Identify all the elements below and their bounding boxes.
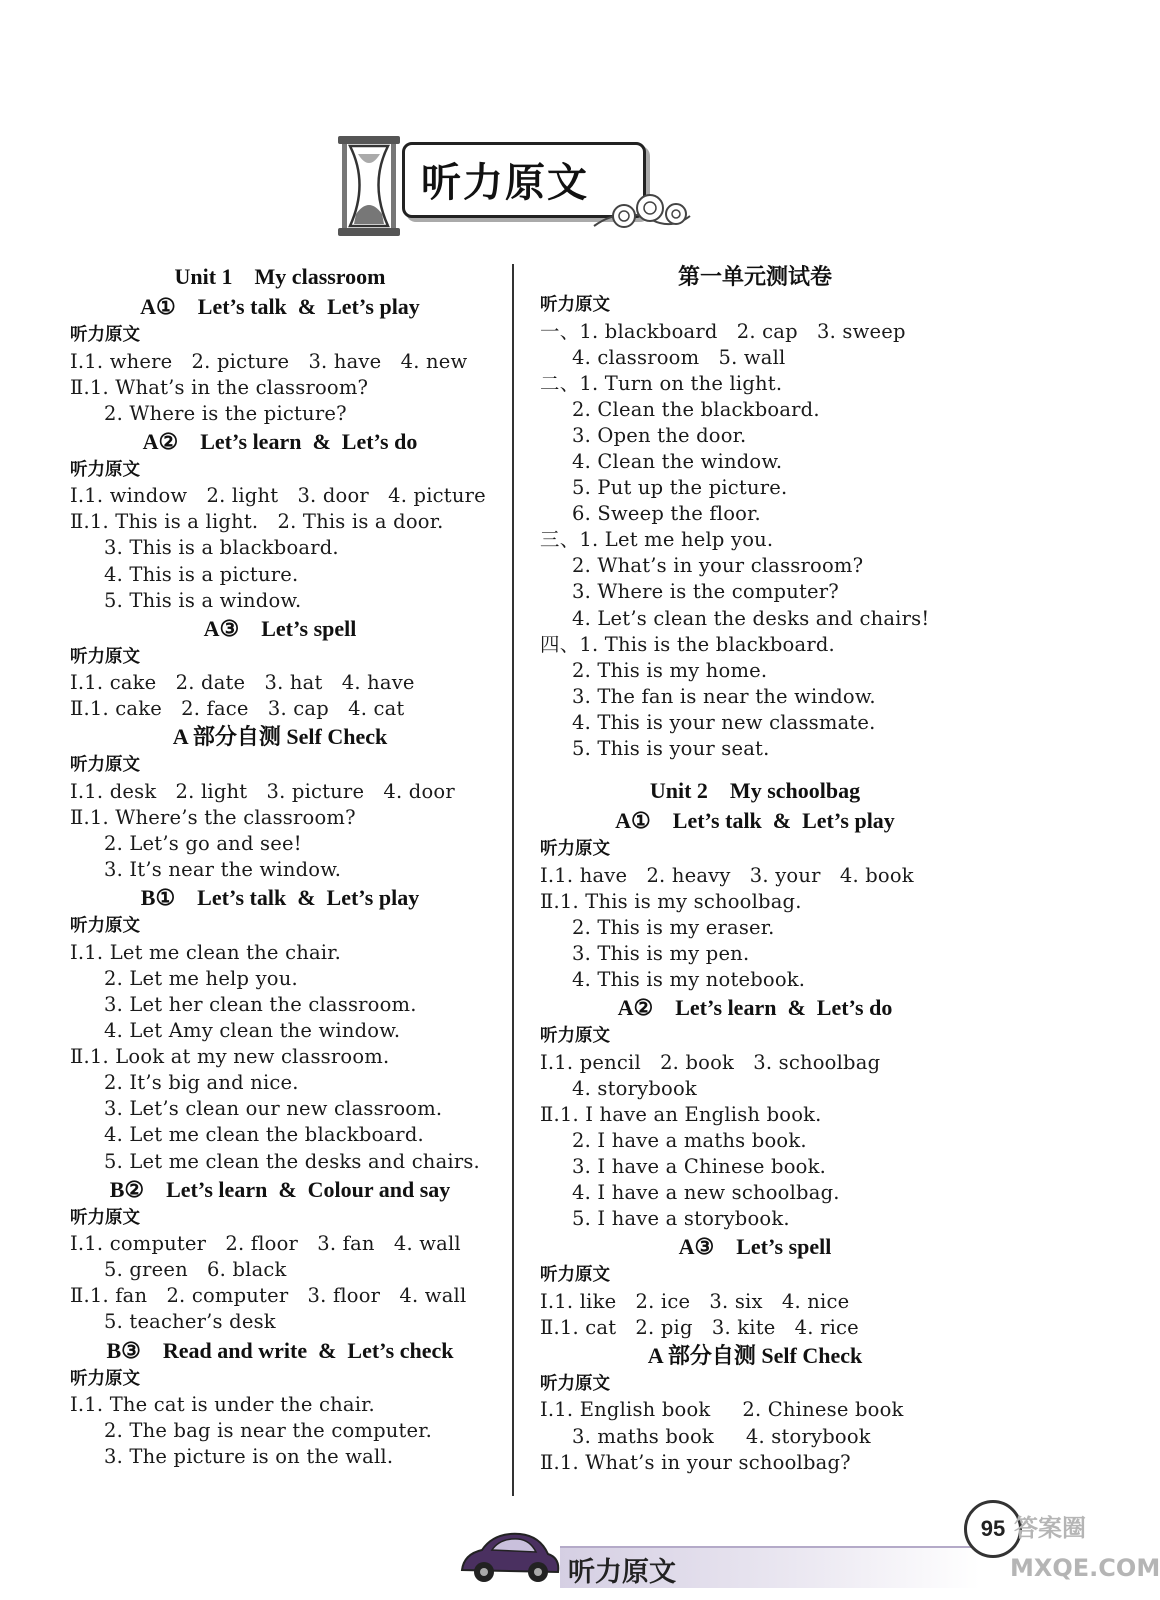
answer-line: Ⅱ.1. I have an English book. [540,1102,822,1126]
answer-line: 2. This is my eraser. [572,915,775,939]
title-banner [330,128,680,238]
section-heading: A② Let’s learn & Let’s do [617,995,893,1021]
answer-line: 5. green 6. black [104,1258,287,1282]
answer-line: 3. This is a blackboard. [104,536,339,560]
answer-line: 4. This is a picture. [104,562,299,586]
answer-line: Ⅰ.1. have 2. heavy 3. your 4. book [540,863,914,887]
page-footer [450,1500,1160,1600]
answer-line: 5. Put up the picture. [572,476,788,500]
section-label: 听力原文 [70,1207,140,1228]
answer-line: 2. This is my home. [572,658,768,682]
answer-line: Ⅰ.1. where 2. picture 3. have 4. new [70,349,468,373]
answer-line: 3. Where is the computer? [572,580,839,604]
watermark: 答案圈 MXQE.COM [1010,1514,1160,1582]
section-heading: A② Let’s learn & Let’s do [142,428,418,454]
answer-line: Ⅰ.1. Let me clean the chair. [70,940,341,964]
answer-line: Ⅰ.1. desk 2. light 3. picture 4. door [70,779,455,803]
answer-line: 3. maths book 4. storybook [572,1424,871,1448]
answer-line: Ⅱ.1. Look at my new classroom. [70,1045,390,1069]
answer-line: 三、1. Let me help you. [540,528,774,552]
section-heading: B① Let’s talk & Let’s play [140,885,420,911]
section-label: 听力原文 [70,1368,140,1389]
answer-line: 4. Let me clean the blackboard. [104,1123,424,1147]
answer-line: 3. The fan is near the window. [572,684,876,708]
answer-line: Ⅰ.1. window 2. light 3. door 4. picture [70,484,486,508]
answer-line: Ⅱ.1. What’s in your schoolbag? [540,1450,851,1474]
answer-line: 4. This is my notebook. [572,967,806,991]
answer-line: 3. This is my pen. [572,941,750,965]
answer-line: 2. It’s big and nice. [104,1071,299,1095]
answer-line: 5. Let me clean the desks and chairs. [104,1149,480,1173]
answer-line: Ⅱ.1. cat 2. pig 3. kite 4. rice [540,1315,859,1339]
section-label: 听力原文 [540,1373,610,1394]
answer-line: 2. I have a maths book. [572,1128,807,1152]
page-number: 95 [964,1500,1022,1558]
section-heading: A 部分自测 Self Check [647,1342,863,1368]
answer-line: 一、1. blackboard 2. cap 3. sweep [540,319,906,343]
answer-line: 3. Let’s clean our new classroom. [104,1097,443,1121]
section-heading: A① Let’s talk & Let’s play [140,294,420,319]
answer-line: Ⅰ.1. cake 2. date 3. hat 4. have [70,671,415,695]
answer-line: Ⅱ.1. What’s in the classroom? [70,375,369,399]
answer-line: 5. teacher’s desk [104,1310,276,1334]
section-heading: A③ Let’s spell [678,1234,832,1260]
answer-line: Ⅱ.1. Where’s the classroom? [70,806,356,830]
section-heading: B② Let’s learn & Colour and say [109,1176,451,1202]
left-column [70,262,490,1470]
swirl-decoration-icon [592,186,692,238]
answer-line: 2. Let me help you. [104,966,298,990]
answer-line: Ⅰ.1. pencil 2. book 3. schoolbag [540,1050,881,1074]
answer-line: 3. The picture is on the wall. [104,1445,394,1469]
section-label: 听力原文 [540,1026,610,1047]
section-label: 听力原文 [70,755,140,776]
answer-line: 4. Let Amy clean the window. [104,1019,401,1043]
answer-line: 4. I have a new schoolbag. [572,1181,840,1205]
answer-line: 2. Where is the picture? [104,401,347,425]
section-heading: Unit 1 My classroom [174,264,386,289]
answer-line: 3. Open the door. [572,423,747,447]
section-label: 听力原文 [540,1265,610,1286]
answer-line: Ⅱ.1. fan 2. computer 3. floor 4. wall [70,1284,467,1308]
section-label: 听力原文 [540,295,610,315]
section-label: 听力原文 [70,646,140,667]
answer-line: 5. I have a storybook. [572,1207,790,1231]
answer-line: 二、1. Turn on the light. [540,371,783,395]
section-heading: A① Let’s talk & Let’s play [615,808,895,834]
footer-bar [560,1546,980,1588]
answer-line: 2. Clean the blackboard. [572,397,820,421]
section-heading: B③ Read and write & Let’s check [106,1337,454,1363]
answer-line: 2. Let’s go and see! [104,832,302,856]
answer-line: Ⅰ.1. The cat is under the chair. [70,1393,375,1417]
answer-line: 4. storybook [572,1076,697,1100]
answer-line: 3. It’s near the window. [104,858,342,882]
car-icon [454,1524,564,1588]
answer-line: 2. What’s in your classroom? [572,554,864,578]
column-divider [512,264,514,1496]
answer-line: Ⅰ.1. computer 2. floor 3. fan 4. wall [70,1232,461,1256]
answer-line: Ⅰ.1. English book 2. Chinese book [540,1398,904,1422]
section-label: 听力原文 [70,325,140,345]
answer-line: Ⅰ.1. like 2. ice 3. six 4. nice [540,1289,850,1313]
answer-line: 6. Sweep the floor. [572,502,761,526]
answer-line: 5. This is a window. [104,588,302,612]
section-label: 听力原文 [540,839,610,860]
answer-line: 3. I have a Chinese book. [572,1154,827,1178]
section-heading: 第一单元测试卷 [677,264,832,289]
section-label: 听力原文 [70,916,140,937]
answer-line: 四、1. This is the blackboard. [540,632,835,656]
hourglass-icon [334,134,404,238]
spacer [540,762,970,776]
page-title: 听力原文 [421,160,589,206]
footer-label: 听力原文 [568,1557,676,1588]
answer-line: 5. This is your seat. [572,737,770,760]
answer-line: 4. classroom 5. wall [572,345,786,369]
answer-line: Ⅱ.1. This is a light. 2. This is a door. [70,510,444,534]
right-column [540,262,970,1476]
answer-line: Ⅱ.1. cake 2. face 3. cap 4. cat [70,697,405,721]
section-label: 听力原文 [70,459,140,480]
answer-line: 4. This is your new classmate. [572,710,876,734]
section-heading: Unit 2 My schoolbag [649,778,861,804]
answer-line: 4. Let’s clean the desks and chairs! [572,606,930,630]
section-heading: A 部分自测 Self Check [172,724,388,750]
answer-line: 4. Clean the window. [572,449,783,473]
section-heading: A③ Let’s spell [203,615,357,641]
answer-line: 3. Let her clean the classroom. [104,993,417,1016]
answer-line: 2. The bag is near the computer. [104,1419,433,1443]
answer-line: Ⅱ.1. This is my schoolbag. [540,889,802,913]
